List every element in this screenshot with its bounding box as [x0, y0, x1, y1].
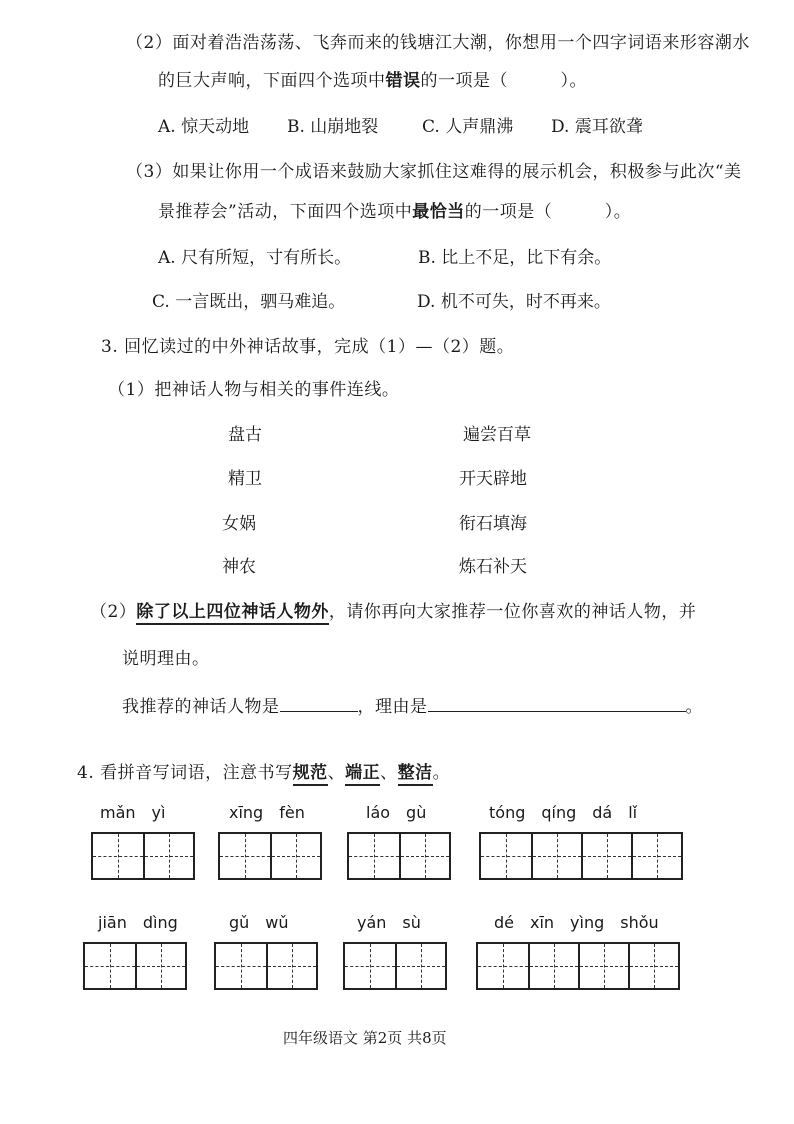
char-cell[interactable]: [85, 944, 135, 988]
char-cell[interactable]: [528, 944, 578, 988]
myth-figure-shennong[interactable]: 神农: [222, 557, 256, 577]
q2-stem-text: 的巨大声响，下面四个选项中: [158, 71, 386, 91]
char-grid-6[interactable]: [214, 942, 318, 990]
pinyin-8: dé xīn yìng shǒu: [494, 913, 659, 932]
char-cell[interactable]: [345, 944, 395, 988]
section4-title: [77, 758, 450, 783]
char-cell[interactable]: [631, 834, 681, 878]
reason-label: ，理由是: [357, 697, 428, 717]
figure-answer-blank[interactable]: [280, 697, 358, 712]
section3-sub2-line1: [90, 597, 696, 622]
section4-title-period: 。: [432, 763, 451, 783]
pinyin-2: xīng fèn: [229, 803, 305, 822]
sub2-label: （2）: [90, 602, 137, 622]
pinyin-1: mǎn yì: [100, 803, 166, 822]
char-grid-8[interactable]: [476, 942, 680, 990]
reason-answer-blank[interactable]: [428, 697, 686, 712]
char-cell[interactable]: [481, 834, 531, 878]
q2-option-a[interactable]: A. 惊天动地: [158, 117, 250, 137]
q3-option-c[interactable]: C. 一言既出，驷马难追。: [152, 292, 346, 312]
char-grid-3[interactable]: [347, 832, 451, 880]
char-grid-5[interactable]: [83, 942, 187, 990]
pinyin-6: gǔ wǔ: [229, 913, 289, 932]
q2-stem-line1: （2）面对着浩浩荡荡、飞奔而来的钱塘江大潮，你想用一个四字词语来形容潮水: [126, 33, 750, 53]
q3-answer-blank[interactable]: 的一项是（ ）。: [464, 202, 632, 222]
char-cell[interactable]: [135, 944, 185, 988]
page-footer: 四年级语文 第2页 共8页: [283, 1029, 447, 1047]
myth-event-3[interactable]: 衔石填海: [459, 514, 527, 534]
myth-figure-jingwei[interactable]: 精卫: [228, 469, 262, 489]
q2-stem-line2: [158, 66, 587, 91]
char-grid-4[interactable]: [479, 832, 683, 880]
char-grid-7[interactable]: [343, 942, 447, 990]
q3-stem-line2: [158, 197, 631, 222]
q3-emphasis: 最恰当: [412, 202, 465, 222]
char-cell[interactable]: [270, 834, 320, 878]
char-cell[interactable]: [478, 944, 528, 988]
q2-answer-blank[interactable]: 的一项是（ ）。: [420, 71, 587, 91]
char-cell[interactable]: [578, 944, 628, 988]
myth-event-4[interactable]: 炼石补天: [459, 557, 527, 577]
title-separator-2: 、: [380, 763, 398, 783]
q3-option-d[interactable]: D. 机不可失，时不再来。: [417, 292, 611, 312]
q3-stem-text: 景推荐会”活动，下面四个选项中: [158, 202, 413, 222]
char-grid-2[interactable]: [218, 832, 322, 880]
char-cell[interactable]: [399, 834, 449, 878]
char-cell[interactable]: [581, 834, 631, 878]
section3-sub1: （1）把神话人物与相关的事件连线。: [108, 380, 400, 400]
char-cell[interactable]: [93, 834, 143, 878]
char-cell[interactable]: [216, 944, 266, 988]
emph-duanzheng: 端正: [345, 763, 380, 786]
section3-sub2-line2: 说明理由。: [122, 649, 210, 669]
char-cell[interactable]: [349, 834, 399, 878]
pinyin-5: jiān dìng: [98, 913, 178, 932]
emph-zhengjie: 整洁: [398, 763, 433, 786]
q2-option-c[interactable]: C. 人声鼎沸: [422, 117, 514, 137]
q3-option-a[interactable]: A. 尺有所短，寸有所长。: [158, 248, 352, 268]
q2-emphasis: 错误: [385, 71, 421, 91]
char-grid-1[interactable]: [91, 832, 195, 880]
char-cell[interactable]: [266, 944, 316, 988]
pinyin-7: yán sù: [357, 913, 421, 932]
recommend-answer-line: [122, 692, 703, 717]
char-cell[interactable]: [531, 834, 581, 878]
title-separator-1: 、: [327, 763, 346, 783]
q2-option-b[interactable]: B. 山崩地裂: [287, 117, 379, 137]
char-cell[interactable]: [628, 944, 678, 988]
char-cell[interactable]: [395, 944, 445, 988]
char-cell[interactable]: [220, 834, 270, 878]
section4-title-text: 4. 看拼音写词语，注意书写: [77, 763, 293, 783]
sub2-underlined: 除了以上四位神话人物外: [136, 602, 329, 625]
q3-option-b[interactable]: B. 比上不足，比下有余。: [418, 248, 612, 268]
myth-event-2[interactable]: 开天辟地: [459, 469, 527, 489]
pinyin-3: láo gù: [366, 803, 427, 822]
char-cell[interactable]: [143, 834, 193, 878]
q2-option-d[interactable]: D. 震耳欲聋: [551, 117, 643, 137]
section3-title: 3. 回忆读过的中外神话故事，完成（1）—（2）题。: [101, 337, 515, 357]
myth-figure-pangu[interactable]: 盘古: [228, 425, 262, 445]
sub2-text: ，请你再向大家推荐一位你喜欢的神话人物，并: [328, 602, 697, 622]
recommend-label: 我推荐的神话人物是: [122, 697, 280, 717]
answer-period: 。: [685, 697, 703, 717]
pinyin-4: tóng qíng dá lǐ: [489, 803, 638, 822]
myth-event-1[interactable]: 遍尝百草: [463, 425, 531, 445]
myth-figure-nuwa[interactable]: 女娲: [222, 514, 256, 534]
q3-stem-line1: （3）如果让你用一个成语来鼓励大家抓住这难得的展示机会，积极参与此次“美: [126, 162, 742, 182]
emph-guifan: 规范: [293, 763, 328, 786]
